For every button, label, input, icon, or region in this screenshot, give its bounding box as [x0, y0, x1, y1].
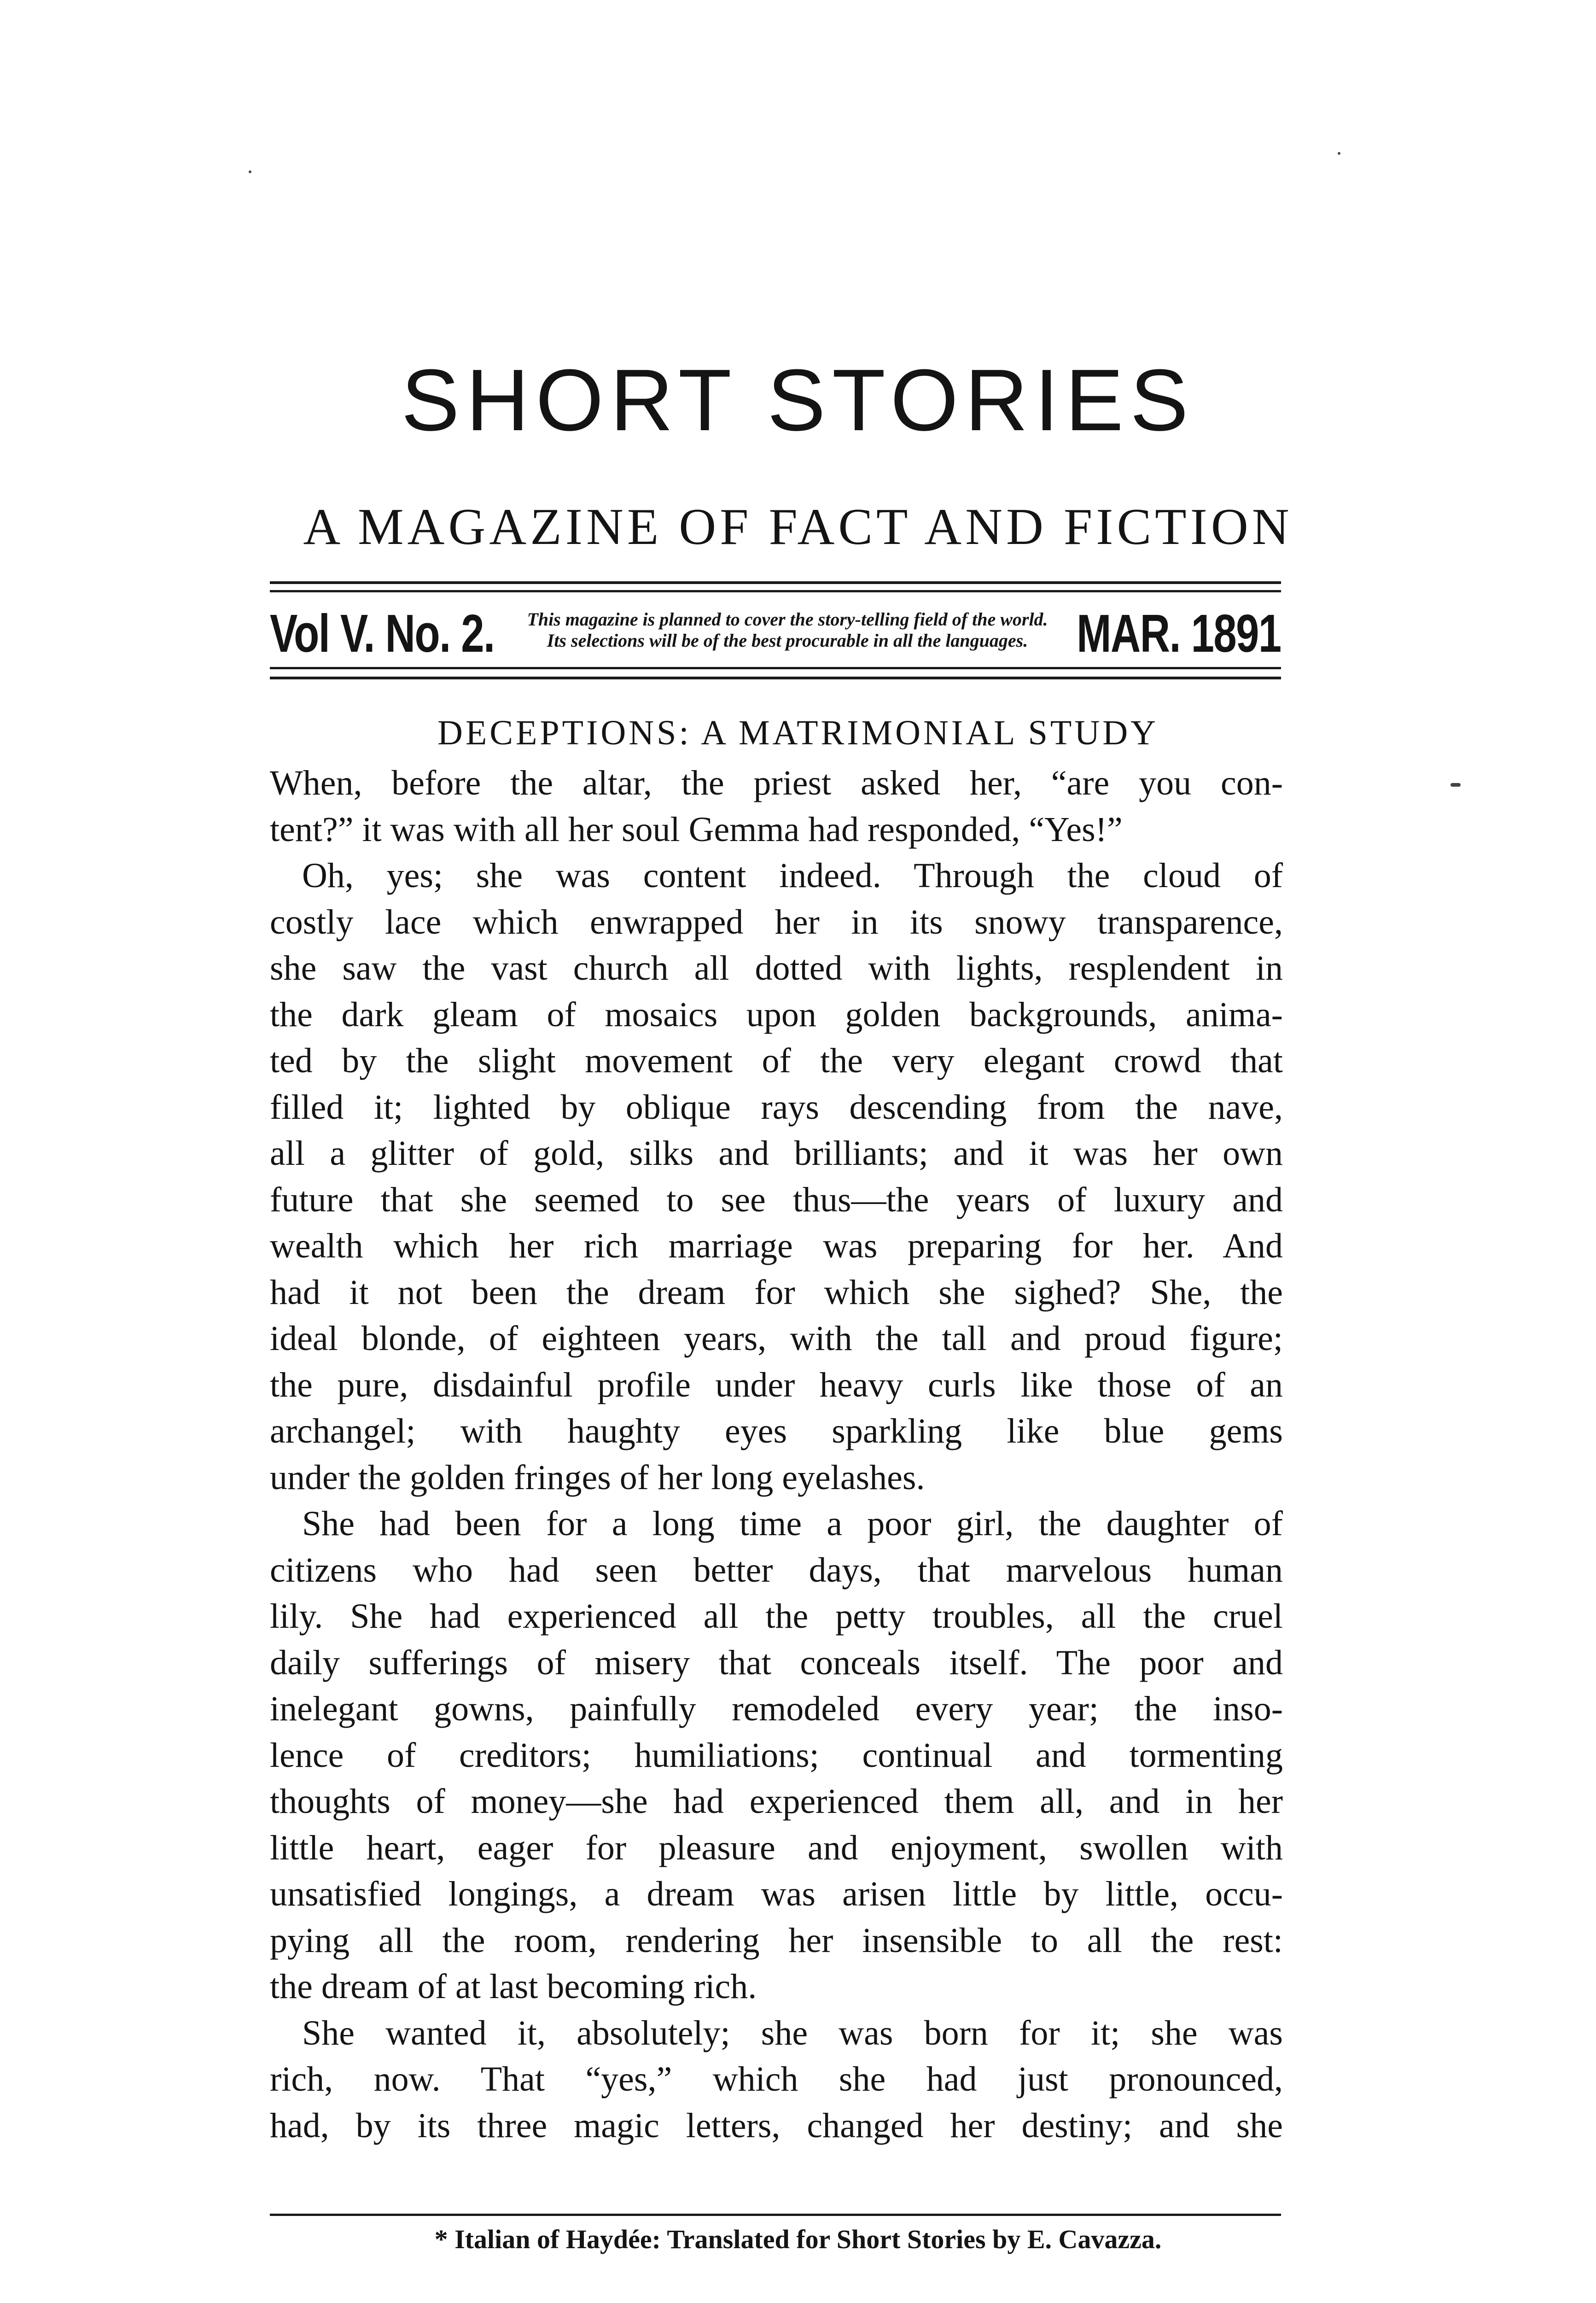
- story-line: She had been for a long time a poor girl, the daughter of: [302, 1504, 1283, 1543]
- masthead-rule-bottom-2: [270, 677, 1281, 679]
- story-line: the dark gleam of mosaics upon golden backgrounds, anima-: [270, 995, 1283, 1034]
- story-line: ideal blonde, of eighteen years, with the tall and proud figure;: [270, 1319, 1283, 1358]
- story-line: the pure, disdainful profile under heavy curls like those of an: [270, 1365, 1283, 1404]
- story-line: When, before the altar, the priest asked her, “are you con-: [270, 764, 1283, 802]
- story-body: [270, 760, 1283, 2149]
- story-line: tent?” it was with all her soul Gemma had responded, “Yes!”: [270, 810, 1123, 849]
- story-line: the dream of at last becoming rich.: [270, 1967, 757, 2006]
- story-line: pying all the room, rendering her insensible to all the rest:: [270, 1921, 1283, 1960]
- print-speck: [1450, 783, 1461, 787]
- story-line: future that she seemed to see thus—the years of luxury and: [270, 1180, 1283, 1219]
- footnote-rule: [270, 2214, 1281, 2216]
- story-line: thoughts of money—she had experienced them all, and in her: [270, 1782, 1283, 1821]
- story-line: lily. She had experienced all the petty troubles, all the cruel: [270, 1597, 1283, 1636]
- motto-line-1: This magazine is planned to cover the story-telling field of the world.: [527, 609, 1048, 630]
- motto-line-2: Its selections will be of the best procurable in all the languages.: [547, 630, 1028, 651]
- story-line: filled it; lighted by oblique rays descending from the nave,: [270, 1087, 1283, 1127]
- story-line: had it not been the dream for which she sighed? She, the: [270, 1273, 1283, 1312]
- story-line: all a glitter of gold, silks and brilliants; and it was her own: [270, 1134, 1283, 1173]
- footnote: * Italian of Haydée: Translated for Short Stories by E. Cavazza.: [434, 2224, 1162, 2254]
- issue-date: MAR. 1891: [1077, 603, 1281, 663]
- magazine-title: SHORT STORIES: [401, 351, 1195, 449]
- story-title: DECEPTIONS: A MATRIMONIAL STUDY: [437, 713, 1159, 752]
- story-line: rich, now. That “yes,” which she had just pronounced,: [270, 2060, 1283, 2098]
- masthead-rule-top-2: [270, 590, 1281, 592]
- story-line: She wanted it, absolutely; she was born for it; she was: [302, 2013, 1283, 2052]
- story-line: citizens who had seen better days, that marvelous human: [270, 1550, 1283, 1590]
- story-line: she saw the vast church all dotted with lights, resplendent in: [270, 949, 1283, 988]
- magazine-subtitle: A MAGAZINE OF FACT AND FICTION: [303, 498, 1293, 555]
- story-line: ted by the slight movement of the very elegant crowd that: [270, 1041, 1283, 1080]
- story-line: unsatisfied longings, a dream was arisen little by little, occu-: [270, 1875, 1283, 1913]
- issue-motto: [437, 609, 1137, 651]
- story-line: daily sufferings of misery that conceals itself. The poor and: [270, 1643, 1283, 1682]
- story-line: little heart, eager for pleasure and enjoyment, swollen with: [270, 1828, 1283, 1867]
- masthead-rule-top-1: [270, 581, 1281, 584]
- story-line: lence of creditors; humiliations; continual and tormenting: [270, 1736, 1283, 1775]
- story-line: under the golden fringes of her long eyelashes.: [270, 1458, 925, 1497]
- print-speck: [249, 170, 251, 173]
- story-line: had, by its three magic letters, changed her destiny; and she: [270, 2106, 1283, 2145]
- story-line: inelegant gowns, painfully remodeled every year; the inso-: [270, 1689, 1283, 1728]
- story-line: costly lace which enwrapped her in its snowy transparence,: [270, 902, 1283, 941]
- masthead-rule-bottom-1: [270, 667, 1281, 669]
- story-line: Oh, yes; she was content indeed. Through the cloud of: [302, 856, 1283, 895]
- story-line: archangel; with haughty eyes sparkling like blue gems: [270, 1412, 1283, 1450]
- story-line: wealth which her rich marriage was preparing for her. And: [270, 1227, 1283, 1265]
- issue-volume: Vol V. No. 2.: [270, 603, 495, 663]
- print-speck: [1338, 152, 1340, 155]
